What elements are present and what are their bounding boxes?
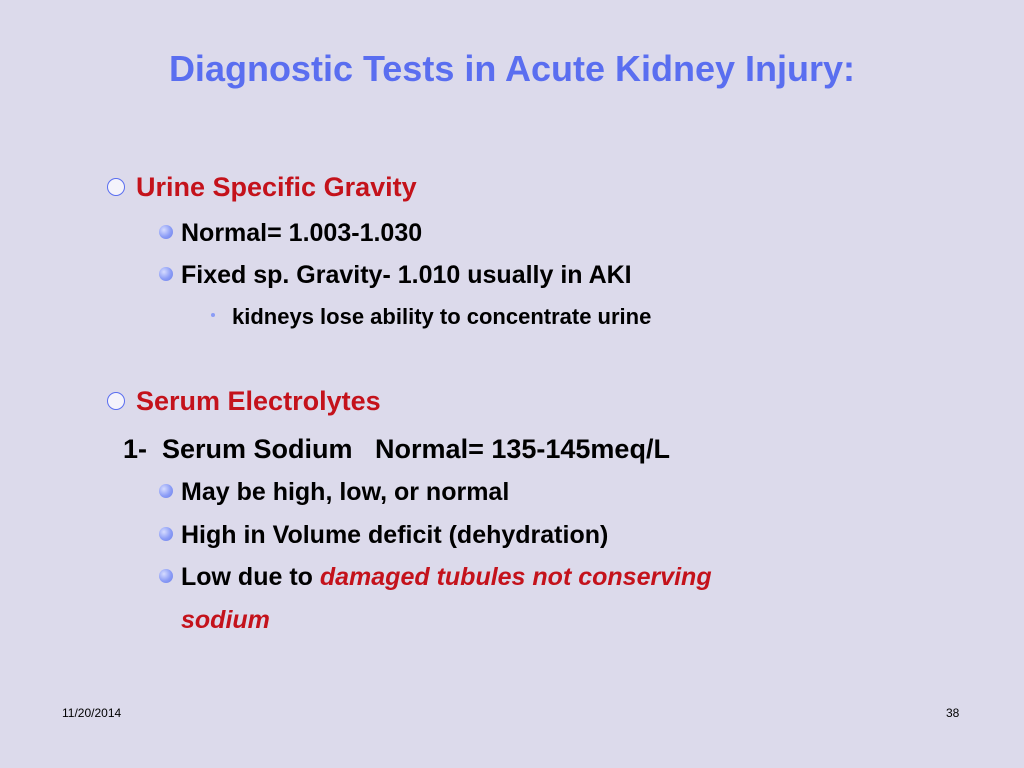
dot-bullet-icon bbox=[159, 225, 173, 239]
dot-bullet-icon bbox=[159, 484, 173, 498]
ring-bullet-icon bbox=[107, 392, 125, 410]
bullet-normal-range: Normal= 1.003-1.030 bbox=[181, 219, 423, 247]
dot-bullet-icon bbox=[159, 527, 173, 541]
small-dot-bullet-icon bbox=[211, 313, 215, 317]
footer-page-number: 38 bbox=[946, 706, 960, 720]
bullet-low-prefix: Low due to bbox=[181, 563, 320, 591]
bullet-low-due-to bbox=[181, 563, 712, 592]
section-heading-urine-specific-gravity: Urine Specific Gravity bbox=[136, 172, 417, 202]
footer-date: 11/20/2014 bbox=[62, 706, 122, 720]
bullet-high-in-volume-deficit: High in Volume deficit (dehydration) bbox=[181, 521, 609, 549]
bullet-may-be-high-low: May be high, low, or normal bbox=[181, 478, 510, 506]
bullet-fixed-gravity: Fixed sp. Gravity- 1.010 usually in AKI bbox=[181, 261, 632, 289]
dot-bullet-icon bbox=[159, 569, 173, 583]
slide-title: Diagnostic Tests in Acute Kidney Injury: bbox=[168, 48, 856, 89]
bullet-low-emphasis: damaged tubules not conserving bbox=[319, 563, 712, 591]
sub-bullet-kidneys: kidneys lose ability to concentrate urine bbox=[232, 304, 652, 329]
dot-bullet-icon bbox=[159, 267, 173, 281]
ring-bullet-icon bbox=[107, 178, 125, 196]
section-heading-serum-electrolytes: Serum Electrolytes bbox=[136, 386, 381, 416]
serum-sodium-line: 1- Serum Sodium Normal= 135-145meq/L bbox=[123, 434, 670, 464]
bullet-low-emphasis-continued: sodium bbox=[181, 606, 270, 634]
